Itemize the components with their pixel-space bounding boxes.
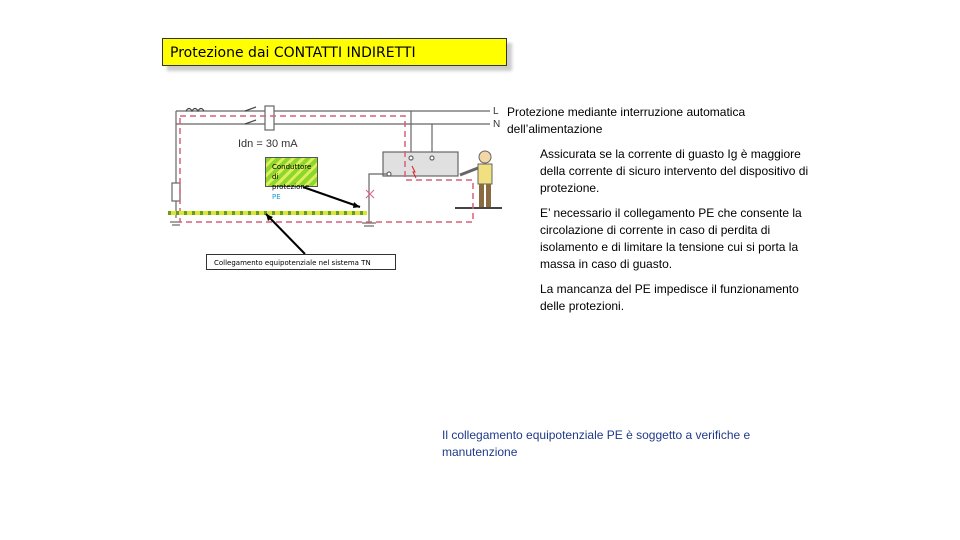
resistor-icon: [172, 183, 180, 201]
paragraph-3: La mancanza del PE impedisce il funzionamento delle protezioni.: [540, 282, 799, 313]
person-icon: [460, 151, 492, 207]
line-l-label: L: [493, 106, 499, 117]
fault-x-icon: [366, 190, 374, 198]
text-column: [507, 104, 817, 315]
pe-conductor-label: Conduttore di protezione PE: [265, 157, 318, 187]
equipotential-label: Collegamento equipotenziale nel sistema TN: [206, 254, 396, 270]
pe-arrow: [303, 187, 360, 207]
appliance-mass: [383, 152, 458, 176]
paragraph-2: E’ necessario il collegamento PE che consente la circolazione di corrente in caso di perdita di isolamento e di limitare la tensione cui si porta la massa in caso di guasto.: [540, 206, 802, 271]
equi-arrow: [266, 214, 305, 254]
paragraph-1: Assicurata se la corrente di guasto Ig è maggiore della corrente di sicuro intervento del dispositivo di protezione.: [540, 147, 809, 195]
rcd-device-icon: [265, 106, 274, 130]
idn-label: Idn = 30 mA: [238, 138, 298, 150]
footer-note: Il collegamento equipotenziale PE è soggetto a verifiche e manutenzione: [442, 428, 751, 459]
slide-title: Protezione dai CONTATTI INDIRETTI: [162, 38, 507, 66]
line-n-label: N: [493, 119, 501, 130]
heading-text: Protezione mediante interruzione automatica dell’alimentazione: [507, 105, 746, 136]
